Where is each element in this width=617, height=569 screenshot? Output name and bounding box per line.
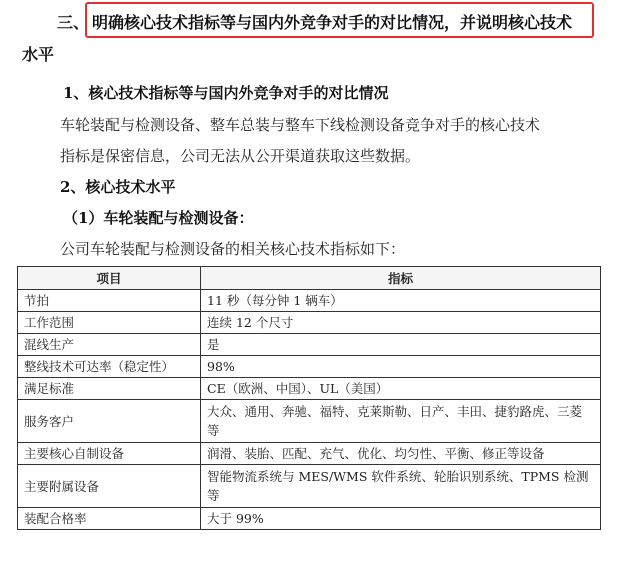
row-item: 节拍 [18,290,201,312]
table-row [18,508,601,530]
table-row [18,378,601,400]
spec-table [17,266,601,530]
row-item: 服务客户 [18,400,201,443]
table-header-row [18,267,601,290]
sub2-subheading: （1）车轮装配与检测设备： [63,209,254,227]
header-value: 指标 [201,267,601,290]
row-item: 整线技术可达率（稳定性） [18,356,201,378]
table-row [18,465,601,508]
row-value: 连续 12 个尺寸 [201,312,601,334]
row-item: 装配合格率 [18,508,201,530]
table-row [18,356,601,378]
table-row [18,312,601,334]
row-value: 大众、通用、奔驰、福特、克莱斯勒、日产、丰田、捷豹路虎、三菱等 [201,400,601,443]
table-row [18,334,601,356]
row-value: 智能物流系统与 MES/WMS 软件系统、轮胎识别系统、TPMS 检测等 [201,465,601,508]
row-item: 满足标准 [18,378,201,400]
row-value: CE（欧洲、中国）、UL（美国） [201,378,601,400]
row-item: 工作范围 [18,312,201,334]
row-value: 大于 99% [201,508,601,530]
row-item: 主要附属设备 [18,465,201,508]
row-item: 主要核心自制设备 [18,443,201,465]
sub1-para-line2: 指标是保密信息，公司无法从公开渠道获取这些数据。 [60,147,421,165]
table-row [18,290,601,312]
row-item: 混线生产 [18,334,201,356]
sub1-heading: 1、核心技术指标等与国内外竞争对手的对比情况 [63,84,389,102]
section-number: 三、 [57,13,90,32]
table-row [18,443,601,465]
section-title-line2: 水平 [22,45,55,64]
row-value: 11 秒（每分钟 1 辆车） [201,290,601,312]
header-item: 项目 [18,267,201,290]
row-value: 是 [201,334,601,356]
sub1-para-line1: 车轮装配与检测设备、整车总装与整车下线检测设备竞争对手的核心技术 [60,116,541,134]
sub2-heading: 2、核心技术水平 [60,178,176,196]
table-intro: 公司车轮装配与检测设备的相关核心技术指标如下： [60,240,406,258]
row-value: 润滑、装胎、匹配、充气、优化、均匀性、平衡、修正等设备 [201,443,601,465]
row-value: 98% [201,356,601,378]
table-row [18,400,601,443]
section-title-line1: 明确核心技术指标等与国内外竞争对手的对比情况，并说明核心技术 [92,13,573,32]
